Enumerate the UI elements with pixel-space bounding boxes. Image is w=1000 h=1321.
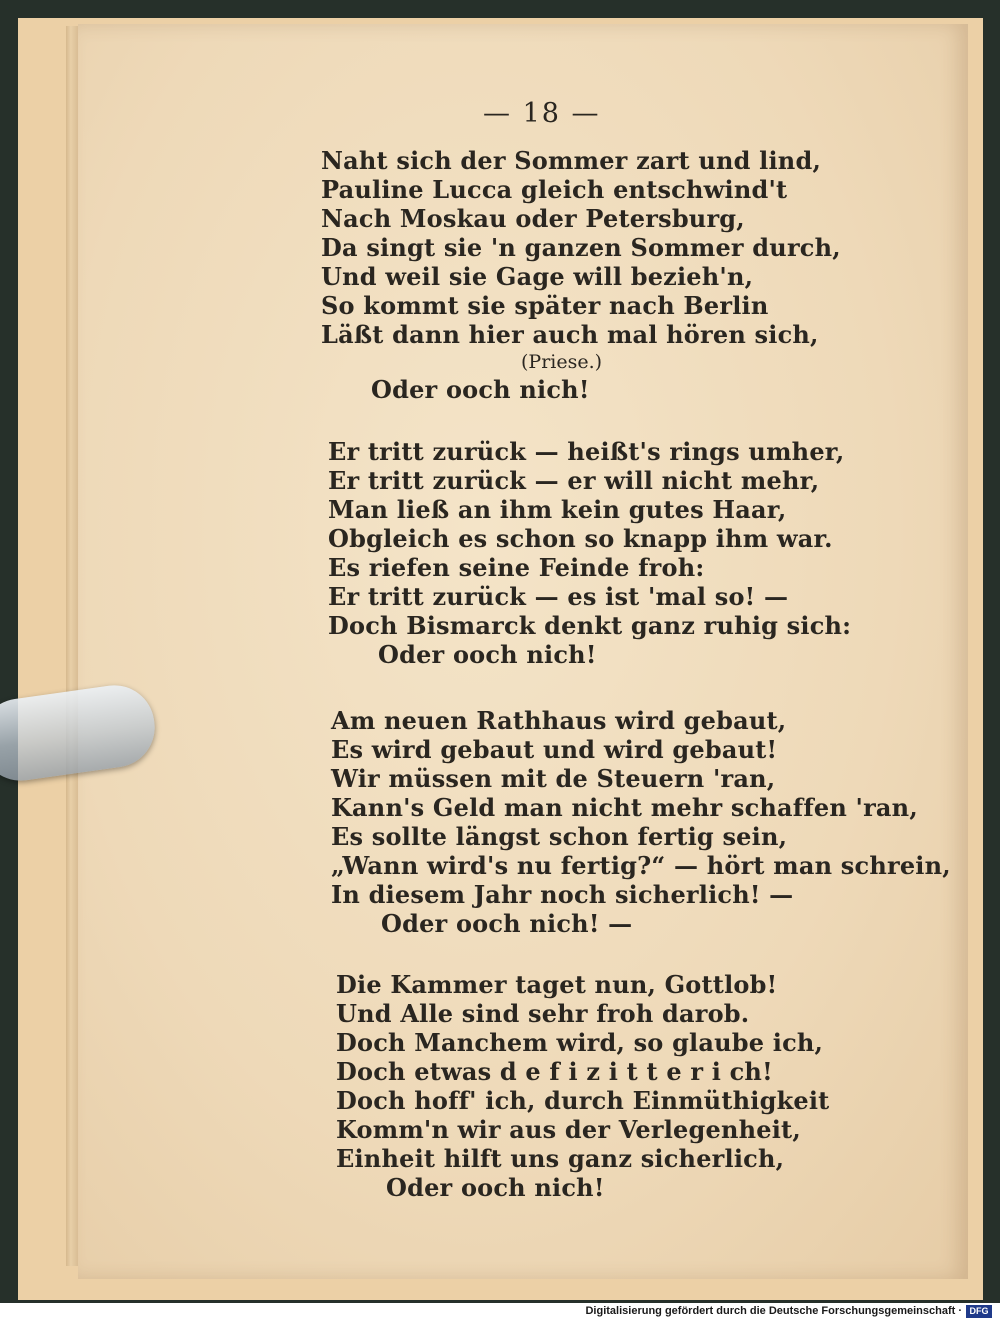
verse-line: Die Kammer taget nun, Gottlob!	[336, 970, 778, 999]
verse-line: Und weil sie Gage will bezieh'n,	[321, 262, 754, 291]
stanza-1	[321, 146, 841, 404]
verse-line: Doch hoff' ich, durch Einmüthigkeit	[336, 1086, 830, 1115]
verse-line: „Wann wird's nu fertig?“ — hört man schrein,	[331, 851, 951, 880]
dfg-logo-icon: DFG	[966, 1305, 992, 1318]
verse-line: Nach Moskau oder Petersburg,	[321, 204, 745, 233]
footer-bar	[0, 1303, 1000, 1321]
verse-line: Es wird gebaut und wird gebaut!	[331, 735, 778, 764]
refrain-line: Oder ooch nich! —	[381, 909, 633, 938]
verse-line: Läßt dann hier auch mal hören sich,	[321, 320, 819, 349]
verse-line: Kann's Geld man nicht mehr schaffen 'ran,	[331, 793, 918, 822]
verse-line: Doch Bismarck denkt ganz ruhig sich:	[328, 611, 852, 640]
verse-line: Komm'n wir aus der Verlegenheit,	[336, 1115, 801, 1144]
book-page	[78, 24, 968, 1279]
stage-note: (Priese.)	[521, 351, 603, 373]
verse-line: Es sollte längst schon fertig sein,	[331, 822, 788, 851]
refrain-line: Oder ooch nich!	[386, 1173, 605, 1202]
verse-line: Einheit hilft uns ganz sicherlich,	[336, 1144, 785, 1173]
stanza-2	[328, 437, 851, 669]
verse-line: Wir müssen mit de Steuern 'ran,	[331, 764, 776, 793]
verse-line: So kommt sie später nach Berlin	[321, 291, 769, 320]
verse-line: Doch etwas d e f i z i t t e r i ch!	[336, 1057, 773, 1086]
refrain-line: Oder ooch nich!	[378, 640, 597, 669]
verse-line: Doch Manchem wird, so glaube ich,	[336, 1028, 824, 1057]
verse-line: Am neuen Rathhaus wird gebaut,	[331, 706, 787, 735]
verse-line: Obgleich es schon so knapp ihm war.	[328, 524, 833, 553]
page-number: — 18 —	[483, 98, 601, 129]
verse-line: In diesem Jahr noch sicherlich! —	[331, 880, 794, 909]
funding-credit: Digitalisierung gefördert durch die Deutsche Forschungsgemeinschaft ·	[585, 1305, 962, 1317]
verse-line: Er tritt zurück — heißt's rings umher,	[328, 437, 845, 466]
verse-line: Man ließ an ihm kein gutes Haar,	[328, 495, 787, 524]
stanza-3	[331, 706, 951, 938]
verse-line: Es riefen seine Feinde froh:	[328, 553, 705, 582]
verse-line: Pauline Lucca gleich entschwind't	[321, 175, 788, 204]
verse-line: Da singt sie 'n ganzen Sommer durch,	[321, 233, 841, 262]
verse-line: Er tritt zurück — es ist 'mal so! —	[328, 582, 789, 611]
verse-line: Naht sich der Sommer zart und lind,	[321, 146, 821, 175]
verse-line: Und Alle sind sehr froh darob.	[336, 999, 750, 1028]
stanza-4	[336, 970, 829, 1202]
page-stack-edge	[66, 26, 78, 1266]
verse-line: Er tritt zurück — er will nicht mehr,	[328, 466, 820, 495]
refrain-line: Oder ooch nich!	[371, 375, 590, 404]
